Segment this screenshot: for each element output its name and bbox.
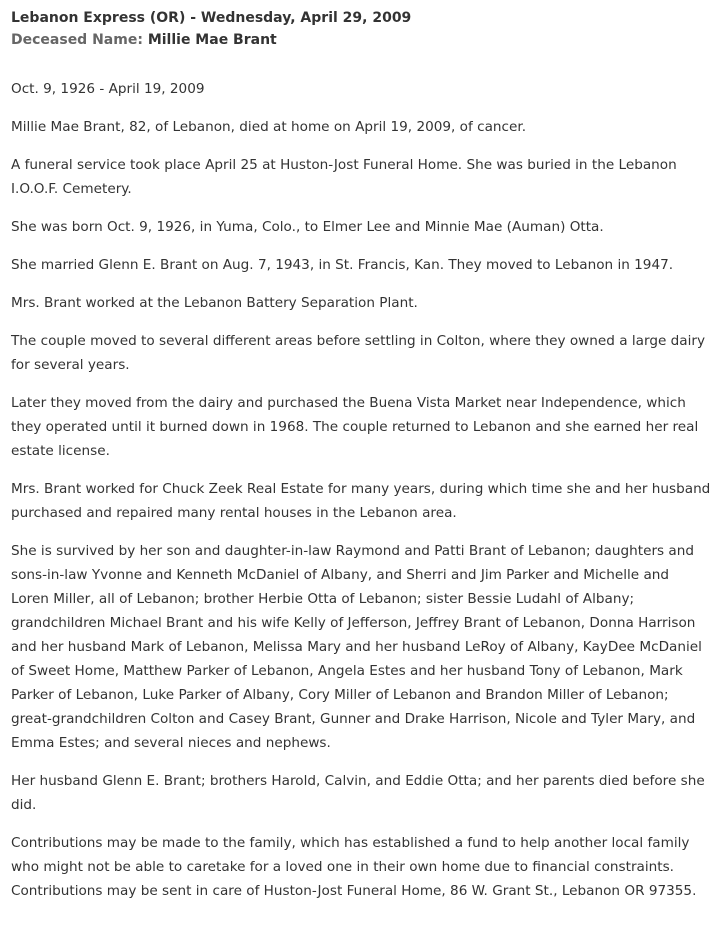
publication-line [11, 7, 711, 29]
publication-name: Lebanon Express (OR) [11, 10, 186, 26]
obituary-paragraph: A funeral service took place April 25 at Huston-Jost Funeral Home. She was buried in the Lebanon I.O.O.F. Cemetery. [11, 157, 677, 197]
obituary-paragraph: The couple moved to several different areas before settling in Colton, where they owned a large dairy for several years. [11, 333, 706, 373]
publication-date: Wednesday, April 29, 2009 [200, 10, 412, 26]
obituary-paragraph: Later they moved from the dairy and purchased the Buena Vista Market near Independence, which they operated until it burned down in 1968. The couple returned to Lebanon and she earned her real estate license. [11, 395, 699, 459]
obituary-paragraph: She married Glenn E. Brant on Aug. 7, 1943, in St. Francis, Kan. They moved to Lebanon in 1947. [11, 257, 674, 273]
deceased-name-label: Deceased Name: [11, 32, 148, 48]
obituary-paragraph: Mrs. Brant worked for Chuck Zeek Real Estate for many years, during which time she and her husband purchased and repaired many rental houses in the Lebanon area. [11, 481, 711, 521]
obituary-body [11, 77, 711, 903]
deceased-name-line [11, 29, 711, 51]
contributions-paragraph: Contributions may be made to the family, which has established a fund to help another local family who might not be able to caretake for a loved one in their own home due to financial constraints. Contributions may be sent in care of Huston-Jost Funeral Home, 86 W. Grant St., Lebanon OR 97355. [11, 835, 697, 899]
life-dates: Oct. 9, 1926 - April 19, 2009 [11, 81, 205, 97]
obituary-page [11, 7, 711, 917]
survivors-paragraph: She is survived by her son and daughter-in-law Raymond and Patti Brant of Lebanon; daughters and sons-in-law Yvonne and Kenneth McDaniel of Albany, and Sherri and Jim Parker and Michelle and Loren Miller, all of Lebanon; brother Herbie Otta of Lebanon; sister Bessie Ludahl of Albany; grandchildren Michael Brant and his wife Kelly of Jefferson, Jeffrey Brant of Lebanon, Donna Harrison and her husband Mark of Lebanon, Melissa Mary and her husband LeRoy of Albany, KayDee McDaniel of Sweet Home, Matthew Parker of Lebanon, Angela Estes and her husband Tony of Lebanon, Mark Parker of Lebanon, Luke Parker of Albany, Cory Miller of Lebanon and Brandon Miller of Lebanon; great-grandchildren Colton and Casey Brant, Gunner and Drake Harrison, Nicole and Tyler Mary, and Emma Estes; and several nieces and nephews. [11, 543, 702, 751]
obituary-paragraph: Her husband Glenn E. Brant; brothers Harold, Calvin, and Eddie Otta; and her parents died before she did. [11, 773, 705, 813]
obituary-paragraph: She was born Oct. 9, 1926, in Yuma, Colo., to Elmer Lee and Minnie Mae (Auman) Otta. [11, 219, 604, 235]
obituary-paragraph: Mrs. Brant worked at the Lebanon Battery Separation Plant. [11, 295, 418, 311]
obituary-paragraph: Millie Mae Brant, 82, of Lebanon, died at home on April 19, 2009, of cancer. [11, 119, 527, 135]
header-separator: - [185, 10, 201, 26]
deceased-name: Millie Mae Brant [147, 32, 277, 48]
